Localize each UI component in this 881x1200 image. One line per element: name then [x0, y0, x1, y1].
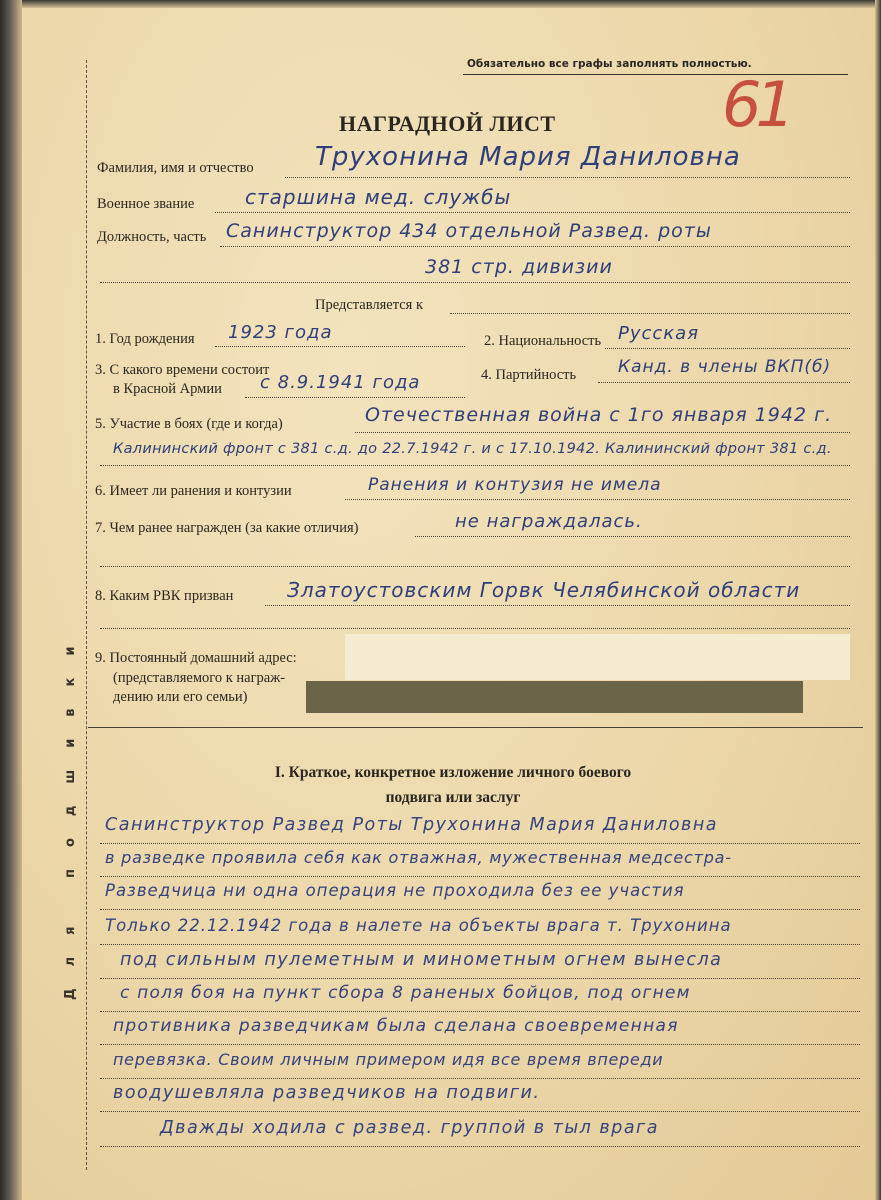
- rvk-rule-2: [100, 628, 850, 629]
- position-value-line2: 381 стр. дивизии: [425, 256, 613, 278]
- story-rule: [100, 978, 860, 979]
- story-rule: [100, 1146, 860, 1147]
- battles-rule-2: [100, 465, 850, 466]
- story-line-10: Дважды ходила с развед. группой в тыл врага: [160, 1118, 659, 1138]
- since-rule: [245, 397, 465, 398]
- mandatory-notice: Обязательно все графы заполнять полностью.: [467, 58, 752, 70]
- story-rule: [100, 909, 860, 910]
- name-label: Фамилия, имя и отчество: [97, 160, 254, 176]
- rank-rule: [215, 212, 850, 213]
- name-rule: [285, 177, 850, 178]
- red-number-mark: 61: [722, 68, 789, 141]
- page-edge-top: [0, 0, 881, 8]
- story-rule: [100, 1111, 860, 1112]
- section-title-line2: подвига или заслуг: [385, 789, 521, 806]
- story-rule: [100, 843, 860, 844]
- nationality-value: Русская: [618, 323, 700, 344]
- since-label-2: в Красной Армии: [113, 381, 222, 397]
- address-redaction-light: [345, 634, 850, 680]
- address-redaction-dark: [306, 681, 803, 713]
- rank-value: старшина мед. службы: [245, 185, 512, 209]
- story-line-8: перевязка. Своим личным примером идя все время впереди: [113, 1050, 664, 1069]
- notice-underline: [463, 74, 848, 75]
- presented-rule: [450, 313, 850, 314]
- address-label-3: дению или его семьи): [113, 689, 248, 705]
- page-edge-left: [0, 0, 22, 1200]
- binding-margin-line: [86, 60, 88, 1170]
- story-line-1: Санинструктор Развед Роты Трухонина Мария Даниловна: [105, 815, 719, 835]
- story-line-2: в разведке проявила себя как отважная, мужественная медсестра-: [105, 848, 732, 867]
- address-label-1: 9. Постоянный домашний адрес:: [95, 650, 297, 666]
- birth-rule: [215, 346, 465, 347]
- position-rule-1: [220, 246, 850, 247]
- rank-label: Военное звание: [97, 196, 195, 212]
- story-rule: [100, 944, 860, 945]
- section-divider: [88, 727, 863, 728]
- since-value: с 8.9.1941 года: [260, 372, 421, 393]
- birth-value: 1923 года: [228, 322, 333, 343]
- party-value: Канд. в члены ВКП(б): [618, 357, 832, 377]
- story-rule: [100, 1044, 860, 1045]
- battles-value-line1: Отечественная война с 1го января 1942 г.: [365, 404, 833, 426]
- page-edge-right: [875, 0, 881, 1200]
- story-line-7: противника разведчикам была сделана своевременная: [113, 1016, 679, 1036]
- presented-label: Представляется к: [315, 297, 424, 313]
- story-rule: [100, 876, 860, 877]
- story-line-9: воодушевляла разведчиков на подвиги.: [113, 1083, 541, 1103]
- wounds-value: Ранения и контузия не имела: [368, 475, 662, 495]
- section-title-line1: I. Краткое, конкретное изложение личного боевого: [274, 764, 632, 781]
- position-rule-2: [100, 282, 850, 283]
- name-value: Трухонина Мария Даниловна: [315, 142, 741, 172]
- nationality-rule: [605, 348, 850, 349]
- binding-side-label: Для подшивки: [63, 624, 78, 1000]
- address-label-2: (представляемого к награж-: [113, 670, 286, 686]
- rvk-value: Златоустовским Горвк Челябинской области: [287, 578, 801, 602]
- story-rule: [100, 1011, 860, 1012]
- nationality-label: 2. Национальность: [484, 333, 602, 349]
- battles-rule-1: [355, 432, 850, 433]
- story-line-4: Только 22.12.1942 года в налете на объекты врага т. Трухонина: [105, 916, 732, 935]
- rvk-rule: [265, 605, 850, 606]
- document-title: НАГРАДНОЙ ЛИСТ: [339, 111, 556, 136]
- party-rule: [598, 382, 850, 383]
- wounds-label: 6. Имеет ли ранения и контузии: [95, 483, 292, 499]
- birth-label: 1. Год рождения: [95, 331, 195, 347]
- awards-value: не награждалась.: [455, 511, 643, 532]
- awards-rule: [415, 536, 850, 537]
- story-line-5: под сильным пулеметным и минометным огнем вынесла: [120, 950, 723, 970]
- rvk-label: 8. Каким РВК призван: [95, 588, 234, 604]
- since-label-1: 3. С какого времени состоит: [95, 362, 270, 378]
- section-title: [223, 760, 683, 810]
- position-value-line1: Санинструктор 434 отдельной Развед. роты: [226, 220, 712, 242]
- battles-value-line2: Калининский фронт с 381 с.д. до 22.7.1942 г. и с 17.10.1942. Калининский фронт 381 с.д.: [113, 441, 832, 457]
- position-label: Должность, часть: [97, 229, 207, 245]
- battles-label: 5. Участие в боях (где и когда): [95, 416, 283, 432]
- story-line-3: Разведчица ни одна операция не проходила без ее участия: [105, 881, 685, 900]
- story-line-6: с поля боя на пункт сбора 8 раненых бойцов, под огнем: [120, 983, 691, 1003]
- wounds-rule: [345, 499, 850, 500]
- story-rule: [100, 1078, 860, 1079]
- awards-label: 7. Чем ранее награжден (за какие отличия): [95, 520, 359, 536]
- party-label: 4. Партийность: [481, 367, 577, 383]
- awards-rule-2: [100, 566, 850, 567]
